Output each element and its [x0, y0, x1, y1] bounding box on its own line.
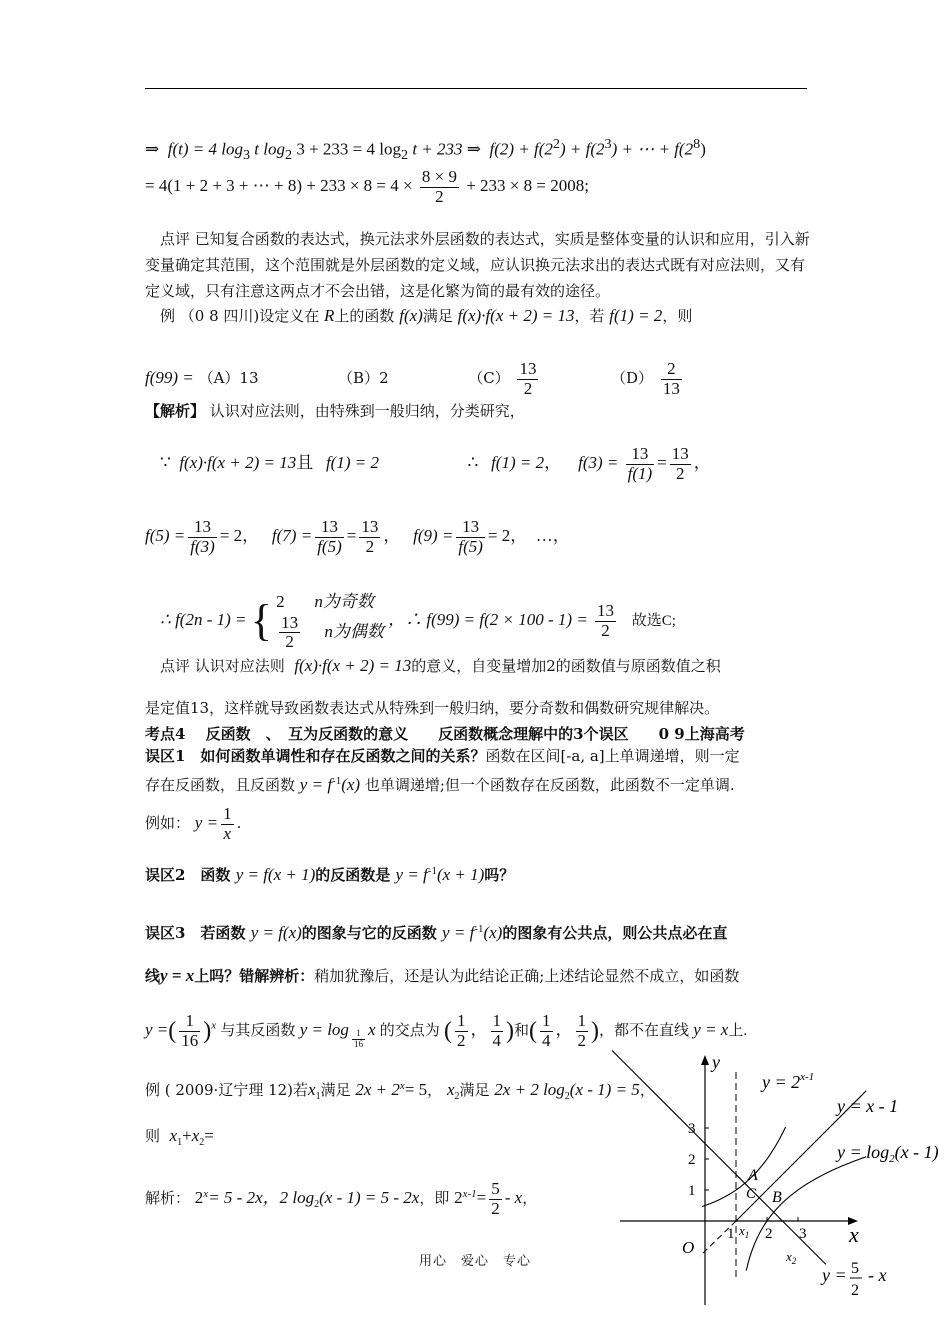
expr: (x) — [483, 923, 503, 942]
sub: 2 — [400, 147, 409, 164]
example-1-statement — [160, 305, 692, 327]
expr: y = x — [160, 966, 195, 985]
analysis-label: 解析： — [145, 1189, 191, 1208]
fraction — [540, 1012, 553, 1050]
denominator: 2 — [435, 186, 444, 206]
analysis-1-row-1: ∵ f(x)·f(x + 2) = 13且 f(1) = 2 ∴ f(1) = 2， f(3) = $\frac{13}{f(1)}$ = $\frac{13}{2}$ ， — [160, 444, 711, 483]
text: 满足 — [320, 1081, 351, 1099]
sup: x — [399, 1080, 405, 1092]
expr: f(x)·f(x + 2) = 13 — [294, 656, 412, 675]
text: ，则 — [662, 307, 693, 325]
analysis-1-row-3 — [160, 590, 676, 652]
label-line-y-x-1: y = x - 1 — [837, 1096, 899, 1116]
numerator: 2 — [661, 360, 682, 380]
denominator: 2 — [676, 463, 685, 483]
option-d-fraction — [661, 360, 682, 398]
analysis-label: 【解析】 — [145, 402, 206, 420]
expr: 2 — [194, 1188, 204, 1208]
example-intro: 例 （0 8 四川)设定义在 — [160, 307, 320, 325]
text: 稍加犹豫后，还是认为此结论正确;上述结论显然不成立，如函数 — [314, 967, 740, 985]
text: 的意义，自变量增加2的函数值与原函数值之积 — [411, 657, 721, 675]
analysis-1-header — [145, 400, 525, 422]
text: ，即 — [419, 1189, 450, 1208]
piecewise-cases — [276, 590, 384, 652]
expr: f(5) = — [145, 526, 186, 546]
analysis-1-row-2: f(5) = $\frac{13}{f(3)}$ = 2， f(7) = $\frac{13}{f(5)}$ = $\frac{13}{2}$ ， f(9) = $\frac{13}{f(5)}$ = 2， …， — [145, 517, 570, 556]
therefore-symbol: ∴ — [467, 453, 479, 473]
numerator: 1 — [457, 1011, 466, 1030]
expr: = 2 — [219, 526, 243, 546]
label-decline-num: 5 — [851, 1260, 859, 1277]
text: 线 — [145, 967, 161, 985]
expr: = 5 — [404, 1080, 428, 1099]
expr: y = log — [299, 1020, 349, 1040]
fraction — [315, 518, 344, 556]
numerator: 1 — [179, 1012, 200, 1032]
text: 存在反函数，且反函数 — [145, 776, 296, 794]
text: + — [182, 1126, 192, 1145]
x1-label: $x_1$ — [739, 1223, 750, 1240]
expr: 2x + 2 log — [494, 1080, 565, 1099]
expr: - x — [504, 1188, 523, 1208]
text: 误区3 若函数 — [145, 924, 246, 942]
expr: = 5 - 2x — [208, 1188, 263, 1208]
numerator: 1 — [577, 1011, 587, 1030]
expr: (x + 1) — [436, 865, 485, 884]
sup: -1 — [332, 775, 342, 787]
numerator: 1 — [492, 1011, 501, 1030]
expr: y = f(x + 1) — [235, 865, 316, 884]
text: 吗？ — [484, 866, 515, 884]
numerator: 1 — [223, 804, 232, 823]
derivation-line-1 — [145, 133, 706, 166]
sub: 2 — [199, 1137, 205, 1148]
option-c: （C） — [468, 369, 510, 388]
comment-paragraph-1: 点评 已知复合函数的表达式，换元法求外层函数的表达式，实质是整体变量的认识和应用，引入新变量确定其范围，这个范围就是外层函数的定义域，应认识换元法求出的表达式既有对应法则，又有定义域，只有注意这两点才不会出错，这是化繁为简的最有效的途径。 — [145, 230, 810, 300]
text: 和 — [514, 1023, 530, 1040]
denominator: f(5) — [458, 536, 483, 556]
text: 满足 — [422, 307, 453, 325]
point-C-label: C — [746, 1186, 757, 1202]
text: 例如： — [145, 814, 191, 833]
text: 的反函数是 — [315, 866, 391, 884]
paren: ( — [529, 1018, 538, 1045]
case-value: 2 — [276, 592, 285, 611]
var: x — [446, 1080, 455, 1099]
wuqu-1-example — [145, 805, 241, 843]
numerator: 13 — [188, 518, 217, 538]
numerator: 13 — [456, 518, 485, 538]
var: x — [169, 1126, 178, 1145]
wuqu-2 — [145, 860, 514, 886]
text: ，若 — [574, 307, 605, 325]
fraction — [670, 445, 691, 483]
expr: 2 — [454, 1188, 463, 1208]
point-B-label: B — [772, 1189, 782, 1206]
expr: f(x)·f(x + 2) = 13 — [179, 453, 297, 473]
text: = — [657, 453, 667, 473]
sup: x — [203, 1188, 209, 1201]
denominator: 16 — [181, 1030, 199, 1050]
paren: ( — [168, 1018, 177, 1045]
log-base-fraction — [352, 1029, 365, 1050]
because-symbol: ∵ — [160, 453, 171, 473]
expr-part: ) + f(2 — [560, 139, 605, 159]
wuqu-3-example: y =( $\frac{1}{16}$ )$^x$ 与其反函数 y = log $\frac{1}{16}$ x 的交点为 ( $\frac{1}{2}$ ， $\frac{1}{4}$ )和( $\frac{1}{4}$ ， $\frac{1}{2}$ )，都不在直线 y = x上. — [145, 1011, 748, 1050]
wuqu-1-line-1 — [145, 745, 740, 767]
expr-part: + 233 × 8 = 2008; — [466, 176, 589, 196]
sup: 3 — [604, 136, 612, 152]
question-expr: f(99) = — [145, 368, 194, 388]
expr: ，∴ f(99) = f(2 × 100 - 1) = — [388, 610, 588, 629]
text: 的图象有公共点，则公共点必在直 — [502, 924, 728, 942]
x-tick-label: 3 — [799, 1226, 807, 1242]
expr: f(1) = 2 — [609, 306, 663, 325]
denominator: 2 — [285, 632, 294, 652]
expr-part: t + 233 ⇒ — [408, 139, 482, 159]
numerator: 1 — [352, 1029, 365, 1040]
option-c-fraction — [517, 360, 538, 398]
y-tick-label: 2 — [688, 1152, 696, 1168]
paren: ( — [444, 1018, 452, 1045]
text: 函数在区间[-a, a]上单调递增，则一定 — [485, 747, 740, 765]
numerator: 13 — [626, 445, 655, 465]
expr-part: = 4(1 + 2 + 3 + ⋯ + 8) + 233 × 8 = 4 × — [145, 176, 413, 196]
denominator: 2 — [577, 1030, 587, 1050]
fraction — [359, 518, 380, 556]
expr: = — [346, 526, 357, 546]
denominator: 2 — [491, 1198, 500, 1218]
denominator: f(3) — [190, 536, 215, 556]
function-graph — [600, 1050, 950, 1340]
sup: -1 — [427, 865, 437, 877]
option-b: （B）2 — [338, 369, 389, 388]
wuqu-1-line-2 — [145, 770, 735, 796]
text: ， — [522, 1189, 538, 1208]
expr: f(7) = — [271, 526, 313, 546]
expr: 2x + 2 — [355, 1080, 400, 1099]
denominator: 2 — [601, 620, 610, 640]
implies-symbol: ⇒ — [145, 139, 160, 159]
option-a: （A）13 — [198, 369, 259, 388]
y-axis-label: y — [712, 1052, 720, 1072]
text: 点评 认识对应法则 — [160, 657, 285, 675]
expr: y = — [145, 1020, 169, 1040]
expr-part: f(t) = 4 log — [167, 139, 243, 159]
expr: x — [367, 1020, 376, 1040]
label-log: $y = \log_2(x - 1)$ — [837, 1142, 939, 1165]
denominator: 2 — [365, 536, 375, 556]
piecewise-lhs: ∴ f(2n - 1) = — [160, 610, 247, 629]
expr: (x) — [341, 775, 361, 794]
fraction — [595, 602, 616, 640]
expr: (x - 1) = 5 — [569, 1080, 640, 1099]
expr: y = f — [442, 923, 475, 942]
text: 上的函数 — [334, 307, 395, 325]
wuqu-3-line-1 — [145, 918, 727, 944]
sub: 1 — [315, 1091, 321, 1102]
text: 的交点为 — [379, 1023, 440, 1040]
sub: 2 — [285, 147, 293, 164]
text: 满足 — [459, 1081, 490, 1099]
numerator: 1 — [542, 1011, 551, 1030]
sup: -1 — [474, 923, 484, 935]
sup: 2 — [552, 136, 560, 152]
expr: y = — [194, 813, 219, 833]
expr-part: t log — [250, 139, 285, 159]
denominator: 13 — [662, 378, 680, 398]
fraction — [179, 1012, 200, 1050]
example-2-question — [145, 1125, 214, 1154]
fraction — [420, 168, 459, 206]
expr: f(3) = — [578, 453, 619, 473]
text: 上吗？错解辨析： — [194, 967, 315, 985]
text: 也单调递增;但一个函数存在反函数，此函数不一定单调. — [364, 776, 735, 794]
expr: y = f(x) — [250, 923, 302, 942]
y-tick-label: 1 — [688, 1183, 696, 1199]
y-tick-label: 3 — [688, 1121, 696, 1137]
set-R: R — [324, 306, 335, 325]
sup: 8 — [693, 136, 701, 152]
fraction — [455, 1012, 468, 1050]
sub: 2 — [564, 1091, 570, 1102]
point-A-label: A — [748, 1167, 758, 1184]
derivation-line-2 — [145, 168, 589, 206]
x-axis-label: x — [849, 1222, 859, 1247]
expr: y = x — [693, 1020, 729, 1040]
example-1-options — [145, 360, 685, 398]
sup: x — [211, 1019, 217, 1032]
var: x — [191, 1126, 200, 1145]
denominator: f(1) — [627, 463, 653, 483]
sub: 3 — [242, 147, 251, 164]
text: ， — [427, 1081, 443, 1099]
sub: 1 — [177, 1137, 183, 1148]
case-condition: n为奇数 — [314, 592, 374, 611]
label-decline: y = — [822, 1265, 847, 1285]
sub: 2 — [454, 1091, 460, 1102]
case-condition: n为偶数 — [324, 621, 384, 641]
fraction — [576, 1012, 589, 1050]
wuqu-1-title: 误区1 如何函数单调性和存在反函数之间的关系？ — [145, 747, 486, 765]
expr-part: f(2) + f(2 — [489, 139, 553, 159]
x-tick-label: 1 — [727, 1226, 735, 1242]
expr: y = f — [299, 775, 333, 794]
denominator: 2 — [523, 378, 533, 398]
expr: f(1) = 2 — [325, 453, 379, 473]
numerator: 13 — [671, 444, 689, 463]
fraction — [456, 518, 485, 556]
text: 例 ( 2009·辽宁理 12)若 — [145, 1081, 309, 1099]
option-d: （D） — [611, 369, 654, 388]
text: 且 — [296, 453, 314, 473]
label-decline-end: - x — [868, 1265, 887, 1285]
text: 上. — [728, 1023, 748, 1040]
fraction — [489, 1180, 502, 1218]
text: 与其反函数 — [220, 1023, 296, 1040]
expr: (x - 1) = 5 - 2x — [319, 1188, 420, 1208]
denominator: 4 — [542, 1030, 551, 1050]
denominator: 4 — [492, 1030, 501, 1050]
expr-part: ) — [700, 139, 706, 159]
numerator: 13 — [519, 359, 537, 378]
fraction — [221, 805, 234, 843]
brace: { — [250, 596, 272, 646]
text: 误区2 函数 — [145, 866, 231, 884]
var: x — [308, 1080, 316, 1099]
fraction — [279, 614, 300, 652]
fraction — [626, 445, 655, 483]
header-rule — [145, 88, 807, 89]
analysis-text: 认识对应法则，由特殊到一般归纳，分类研究， — [209, 402, 525, 420]
x-tick-label: 2 — [765, 1226, 773, 1242]
text: 的图象与它的反函数 — [301, 924, 437, 942]
comment-2-line-2: 是定值13，这样就导致函数表达式从特殊到一般归纳，要分奇数和偶数研究规律解决。 — [145, 699, 720, 717]
numerator: 13 — [361, 517, 379, 536]
y-axis-arrow — [701, 1055, 709, 1065]
example-2-statement: 例 ( 2009·辽宁理 12)若$x_1$满足 $2x + 2^x= 5$， $x_2$满足 2x + 2 $\log_2(x - 1) = 5$， — [145, 1080, 655, 1102]
expr: f(1) = 2 — [491, 453, 545, 473]
numerator: 13 — [281, 612, 299, 632]
expr: f(9) = — [413, 526, 454, 546]
answer-text: 故选C; — [631, 613, 676, 629]
label-exp: $y = 2^{x-1}$ — [762, 1071, 815, 1092]
text: 则 — [145, 1127, 161, 1145]
denominator: 16 — [353, 1039, 363, 1050]
sub: 2 — [314, 1199, 320, 1211]
numerator: 13 — [597, 600, 615, 620]
label-decline-den: 2 — [851, 1282, 859, 1299]
denominator: 2 — [457, 1030, 466, 1050]
paren: ) — [506, 1018, 514, 1045]
numerator: 13 — [315, 518, 344, 538]
expr: = 2 — [487, 526, 511, 546]
expr-part: 3 + 233 = 4 log — [292, 139, 401, 159]
expr: f(x)·f(x + 2) = 13 — [457, 306, 575, 325]
wuqu-3-line-2 — [145, 965, 739, 987]
text: = — [204, 1126, 214, 1145]
fraction — [188, 518, 217, 556]
page-footer: 用心 爱心 专心 — [418, 1254, 531, 1269]
expr: ，2 log — [262, 1188, 315, 1208]
numerator: 8 × 9 — [421, 167, 457, 186]
section-heading: 考点4 反函数 、 互为反函数的意义 反函数概念理解中的3个误区 0 9上海高考 — [145, 725, 745, 743]
expr: y = f — [395, 865, 428, 884]
comment-2-line-1 — [160, 655, 721, 677]
paren: ) — [203, 1018, 212, 1045]
text: ，都不在直线 — [599, 1023, 690, 1040]
expr-part: ) + ⋯ + f(2 — [611, 139, 694, 159]
x2-label: $x_2$ — [786, 1249, 797, 1266]
origin-label: O — [682, 1238, 695, 1257]
text: . — [236, 814, 242, 833]
expr: f(x) — [399, 306, 423, 325]
numerator: 5 — [491, 1179, 500, 1198]
analysis-2 — [145, 1180, 537, 1218]
denominator: x — [223, 823, 232, 843]
expr: = — [476, 1188, 487, 1208]
fraction — [491, 1012, 504, 1050]
sup: x-1 — [462, 1188, 477, 1201]
denominator: f(5) — [317, 536, 342, 556]
paren: ) — [591, 1018, 600, 1045]
ellipsis: …， — [535, 526, 570, 546]
